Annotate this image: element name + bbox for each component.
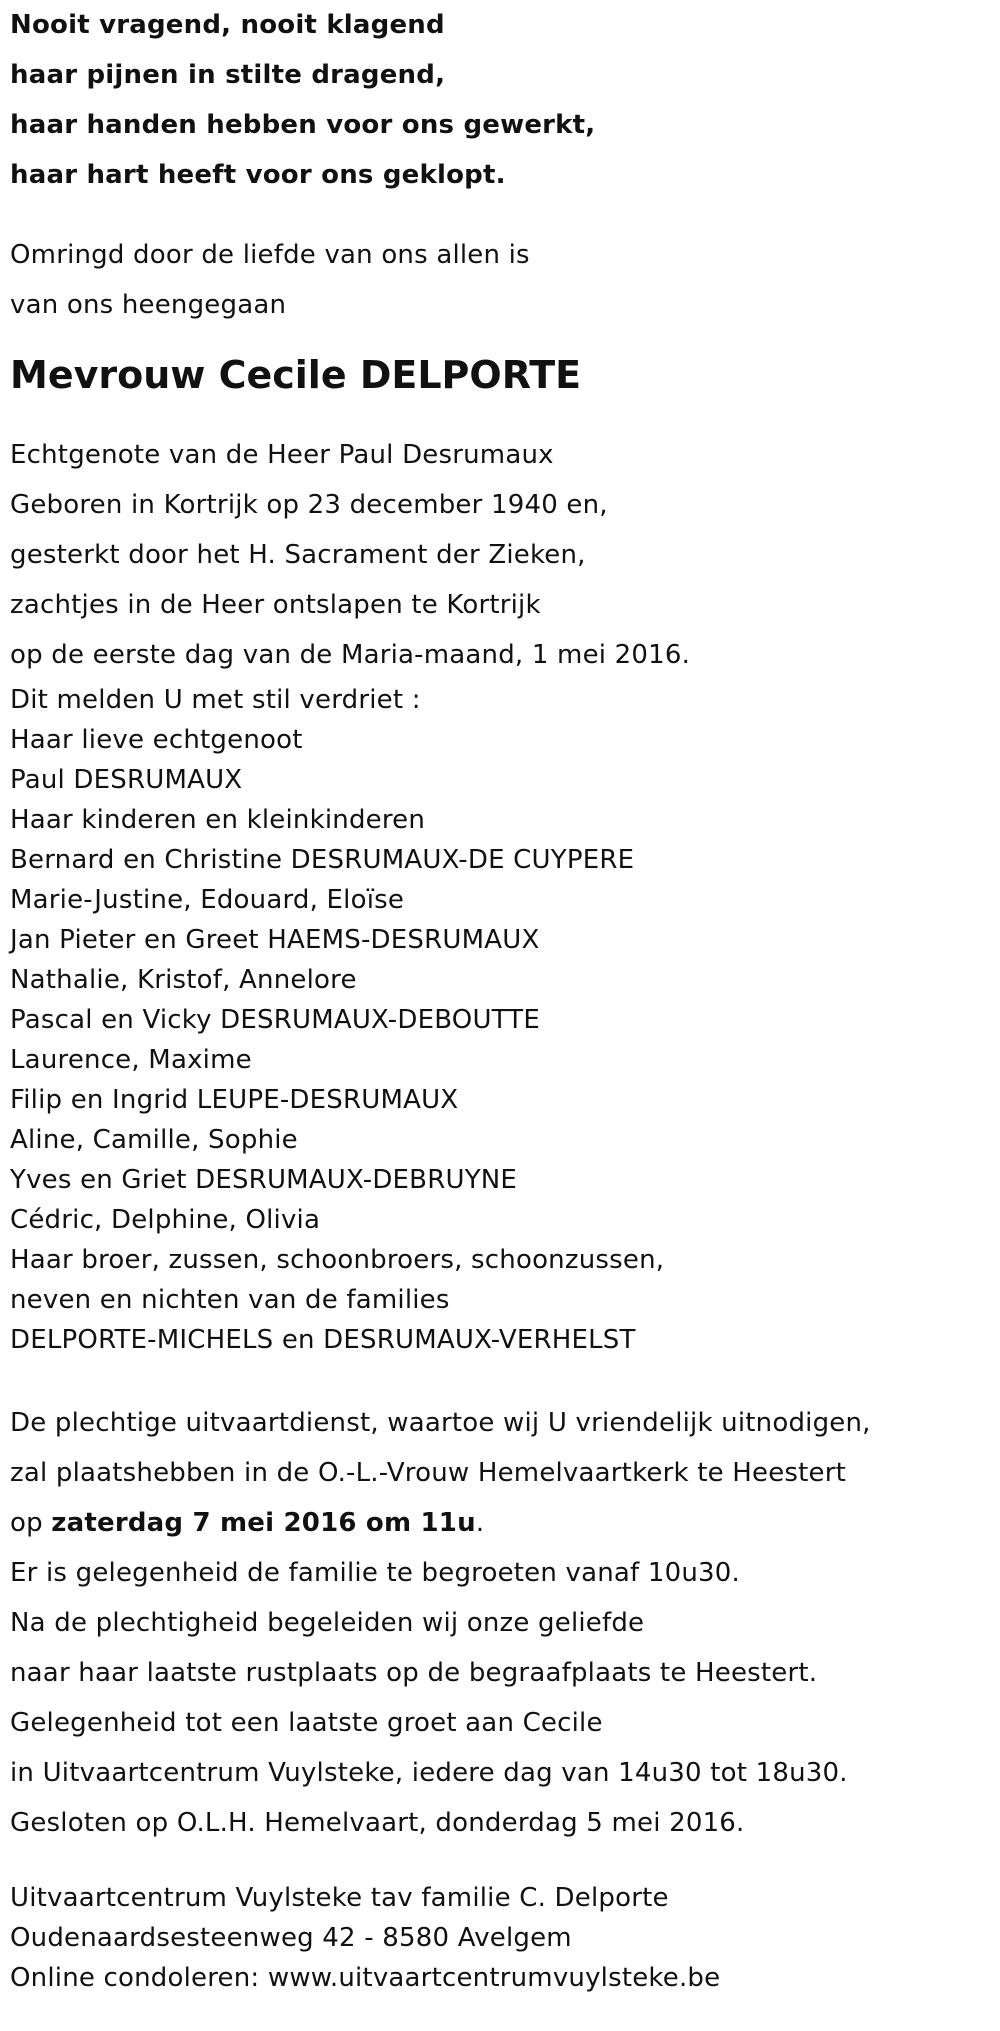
service-line: De plechtige uitvaartdienst, waartoe wij U vriendelijk uitnodigen,: [10, 1408, 871, 1438]
family-line: Haar kinderen en kleinkinderen: [10, 805, 426, 835]
service-date: zaterdag 7 mei 2016 om 11u: [51, 1508, 476, 1538]
poem-line: haar hart heeft voor ons geklopt.: [10, 160, 506, 190]
poem-line: haar handen hebben voor ons gewerkt,: [10, 110, 596, 140]
service-line: Er is gelegenheid de familie te begroeten vanaf 10u30.: [10, 1558, 740, 1588]
bio-line: Echtgenote van de Heer Paul Desrumaux: [10, 440, 554, 470]
family-line: Paul DESRUMAUX: [10, 765, 243, 795]
intro-line: van ons heengegaan: [10, 290, 287, 320]
family-list: [10, 680, 990, 1360]
family-line: Haar broer, zussen, schoonbroers, schoonzussen,: [10, 1245, 665, 1275]
bio-line: gesterkt door het H. Sacrament der Zieken,: [10, 540, 586, 570]
contact-address: Oudenaardsesteenweg 42 - 8580 Avelgem: [10, 1923, 572, 1953]
service-line: Gelegenheid tot een laatste groet aan Cecile: [10, 1708, 603, 1738]
service-date-line: [10, 1498, 990, 1548]
service-line: Gesloten op O.L.H. Hemelvaart, donderdag 5 mei 2016.: [10, 1808, 745, 1838]
family-line: DELPORTE-MICHELS en DESRUMAUX-VERHELST: [10, 1325, 636, 1355]
poem-line: Nooit vragend, nooit klagend: [10, 10, 445, 40]
family-line: Laurence, Maxime: [10, 1045, 252, 1075]
family-line: Pascal en Vicky DESRUMAUX-DEBOUTTE: [10, 1005, 541, 1035]
contact-line: Uitvaartcentrum Vuylsteke tav familie C. Delporte: [10, 1883, 669, 1913]
family-line: Haar lieve echtgenoot: [10, 725, 303, 755]
intro-text: [10, 230, 990, 330]
funeral-service-details: [10, 1398, 990, 1848]
service-line: naar haar laatste rustplaats op de begraafplaats te Heestert.: [10, 1658, 818, 1688]
memorial-poem: [10, 0, 990, 200]
service-date-prefix: op: [10, 1508, 52, 1538]
poem-line: haar pijnen in stilte dragend,: [10, 60, 446, 90]
bio-line: zachtjes in de Heer ontslapen te Kortrijk: [10, 590, 541, 620]
family-line: Nathalie, Kristof, Annelore: [10, 965, 357, 995]
family-line: Filip en Ingrid LEUPE-DESRUMAUX: [10, 1085, 459, 1115]
service-line: zal plaatshebben in de O.-L.-Vrouw Hemelvaartkerk te Heestert: [10, 1458, 847, 1488]
family-line: Cédric, Delphine, Olivia: [10, 1205, 321, 1235]
family-line: neven en nichten van de families: [10, 1285, 450, 1315]
family-line: Aline, Camille, Sophie: [10, 1125, 298, 1155]
contact-website: Online condoleren: www.uitvaartcentrumvuylsteke.be: [10, 1963, 721, 1993]
service-line: in Uitvaartcentrum Vuylsteke, iedere dag van 14u30 tot 18u30.: [10, 1758, 848, 1788]
intro-line: Omringd door de liefde van ons allen is: [10, 240, 530, 270]
family-line: Yves en Griet DESRUMAUX-DEBRUYNE: [10, 1165, 518, 1195]
family-line: Bernard en Christine DESRUMAUX-DE CUYPERE: [10, 845, 635, 875]
obituary-notice: [10, 0, 990, 1998]
service-line: Na de plechtigheid begeleiden wij onze geliefde: [10, 1608, 645, 1638]
family-line: Jan Pieter en Greet HAEMS-DESRUMAUX: [10, 925, 540, 955]
biography: [10, 430, 990, 680]
bio-line: op de eerste dag van de Maria-maand, 1 mei 2016.: [10, 640, 691, 670]
deceased-name: Mevrouw Cecile DELPORTE: [10, 353, 582, 397]
bio-line: Geboren in Kortrijk op 23 december 1940 en,: [10, 490, 608, 520]
family-line: Dit melden U met stil verdriet :: [10, 685, 421, 715]
funeral-home-contact: [10, 1878, 990, 1998]
family-line: Marie-Justine, Edouard, Eloïse: [10, 885, 405, 915]
service-date-suffix: .: [475, 1508, 485, 1538]
